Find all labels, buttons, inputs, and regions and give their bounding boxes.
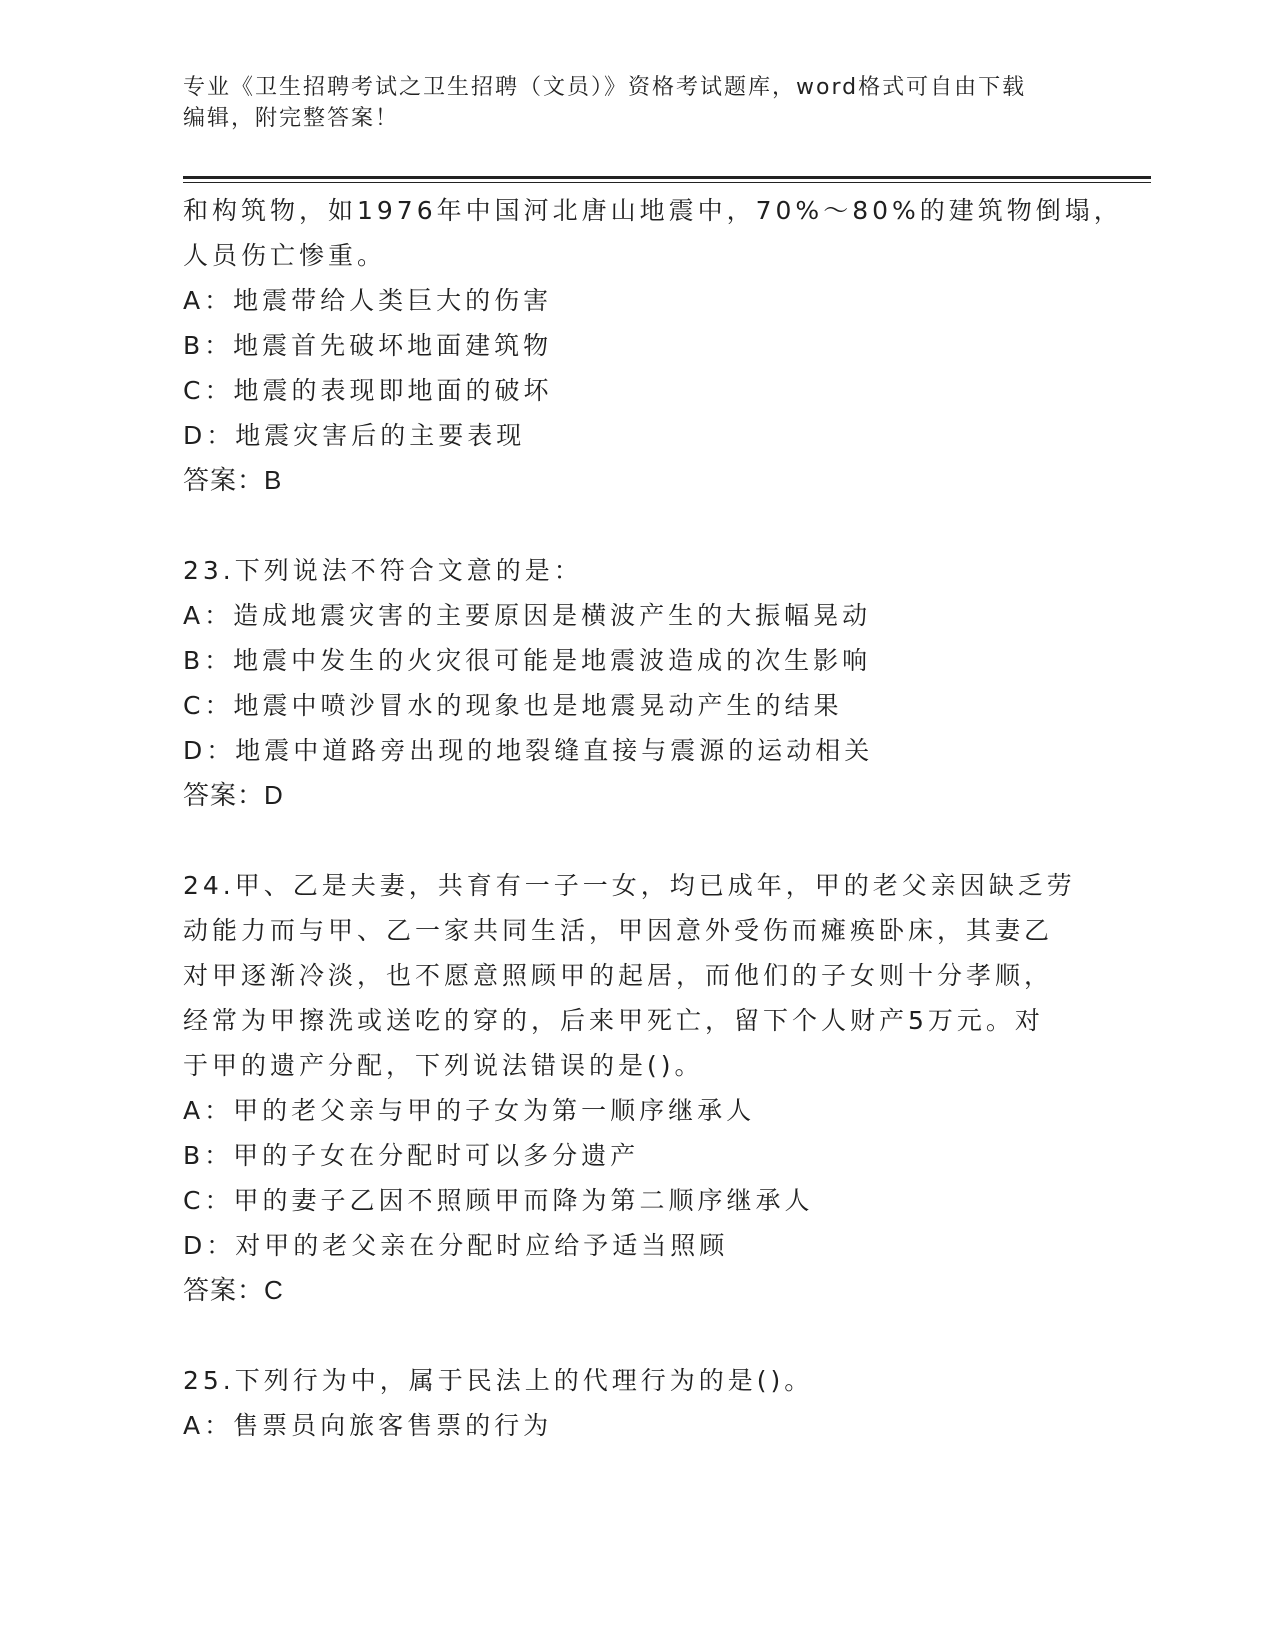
document-header bbox=[183, 72, 1083, 134]
spacer bbox=[183, 1313, 1083, 1358]
answer-line: 答案：C bbox=[183, 1275, 284, 1305]
question-text-line: 人员伤亡惨重。 bbox=[183, 241, 387, 270]
question-text-line: 23.下列说法不符合文意的是： bbox=[183, 556, 583, 585]
option-c: C：地震中喷沙冒水的现象也是地震晃动产生的结果 bbox=[183, 691, 843, 720]
question-23 bbox=[183, 548, 1083, 818]
spacer bbox=[183, 503, 1083, 548]
question-24 bbox=[183, 863, 1083, 1313]
spacer bbox=[183, 818, 1083, 863]
header-rule-thin bbox=[183, 182, 1151, 183]
header-line-1: 专业《卫生招聘考试之卫生招聘（文员）》资格考试题库，word格式可自由下载 bbox=[183, 75, 1027, 100]
question-text-line: 对甲逐渐冷淡，也不愿意照顾甲的起居，而他们的子女则十分孝顺， bbox=[183, 961, 1054, 990]
option-d: D：地震中道路旁出现的地裂缝直接与震源的运动相关 bbox=[183, 736, 874, 765]
header-line-2: 编辑，附完整答案！ bbox=[183, 106, 400, 131]
question-25 bbox=[183, 1358, 1083, 1448]
answer-line: 答案：B bbox=[183, 465, 283, 495]
question-body bbox=[183, 188, 1123, 1448]
question-text-line: 25.下列行为中，属于民法上的代理行为的是()。 bbox=[183, 1366, 814, 1395]
header-rule-thick bbox=[183, 176, 1151, 179]
answer-line: 答案：D bbox=[183, 780, 284, 810]
option-b: B：地震中发生的火灾很可能是地震波造成的次生影响 bbox=[183, 646, 872, 675]
option-a: A：造成地震灾害的主要原因是横波产生的大振幅晃动 bbox=[183, 601, 872, 630]
option-d: D：地震灾害后的主要表现 bbox=[183, 421, 526, 450]
option-c: C：地震的表现即地面的破坏 bbox=[183, 376, 553, 405]
question-text-line: 于甲的遗产分配，下列说法错误的是()。 bbox=[183, 1051, 704, 1080]
question-text-line: 经常为甲擦洗或送吃的穿的，后来甲死亡，留下个人财产5万元。对 bbox=[183, 1006, 1044, 1035]
option-d: D：对甲的老父亲在分配时应给予适当照顾 bbox=[183, 1231, 729, 1260]
question-text-line: 24.甲、乙是夫妻，共育有一子一女，均已成年，甲的老父亲因缺乏劳 bbox=[183, 871, 1076, 900]
option-a: A：地震带给人类巨大的伤害 bbox=[183, 286, 553, 315]
option-b: B：地震首先破坏地面建筑物 bbox=[183, 331, 553, 360]
question-text-line: 动能力而与甲、乙一家共同生活，甲因意外受伤而瘫痪卧床，其妻乙 bbox=[183, 916, 1054, 945]
option-a: A：售票员向旅客售票的行为 bbox=[183, 1411, 553, 1440]
option-b: B：甲的子女在分配时可以多分遗产 bbox=[183, 1141, 640, 1170]
question-text-line: 和构筑物，如1976年中国河北唐山地震中，70%～80%的建筑物倒塌， bbox=[183, 196, 1123, 225]
question-22-continuation bbox=[183, 188, 1123, 503]
option-c: C：甲的妻子乙因不照顾甲而降为第二顺序继承人 bbox=[183, 1186, 814, 1215]
option-a: A：甲的老父亲与甲的子女为第一顺序继承人 bbox=[183, 1096, 756, 1125]
